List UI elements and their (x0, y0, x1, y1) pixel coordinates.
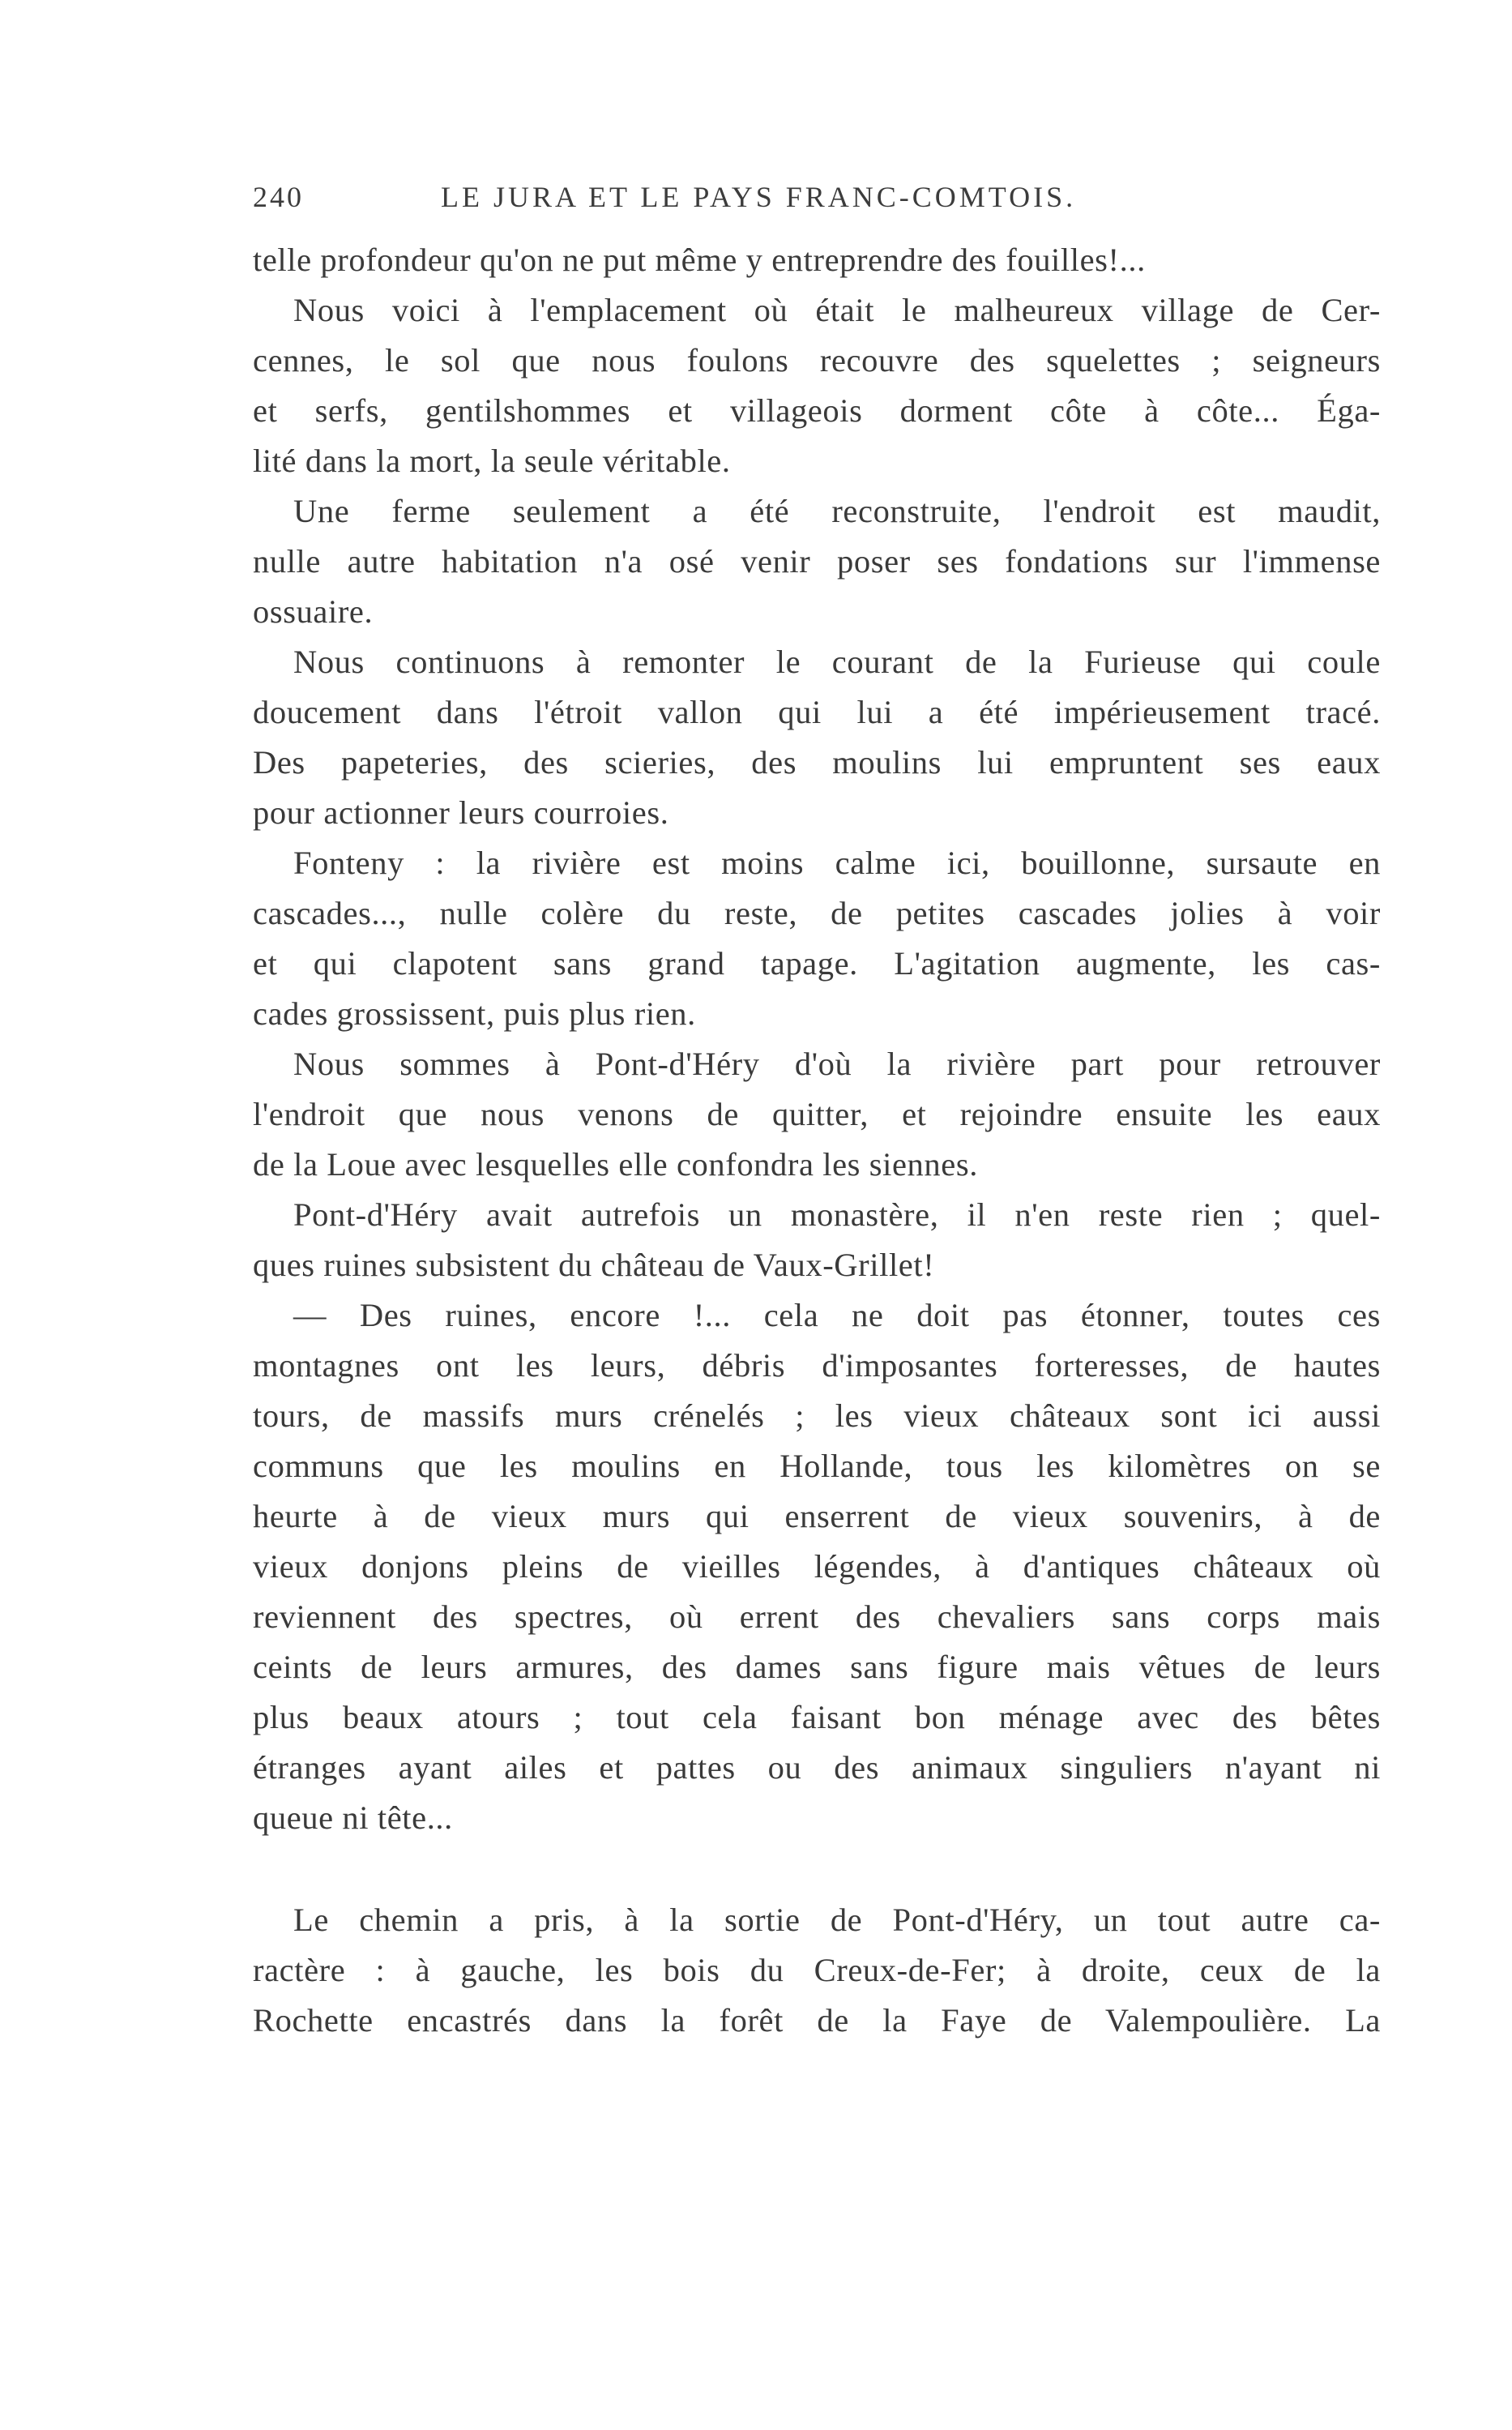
paragraph (253, 285, 1381, 486)
text-line: et serfs, gentilshommes et villageois dorment côte à côte... Éga- (253, 392, 1381, 429)
text-line: l'endroit que nous venons de quitter, et rejoindre ensuite les eaux (253, 1096, 1381, 1132)
text-line: telle profondeur qu'on ne put même y entreprendre des fouilles!... (253, 242, 1146, 278)
text-line: heurte à de vieux murs qui enserrent de vieux souvenirs, à de (253, 1498, 1381, 1534)
text-line: reviennent des spectres, où errent des chevaliers sans corps mais (253, 1598, 1381, 1635)
text-line: vieux donjons pleins de vieilles légendes, à d'antiques châteaux où (253, 1548, 1381, 1585)
text-line: Le chemin a pris, à la sortie de Pont-d'Héry, un tout autre ca- (293, 1902, 1381, 1938)
text-line: plus beaux atours ; tout cela faisant bon ménage avec des bêtes (253, 1699, 1381, 1735)
text-line: ractère : à gauche, les bois du Creux-de-Fer; à droite, ceux de la (253, 1952, 1381, 1988)
paragraph (253, 1895, 1381, 2046)
text-line: et qui clapotent sans grand tapage. L'agitation augmente, les cas- (253, 945, 1381, 982)
text-line: communs que les moulins en Hollande, tous les kilomètres on se (253, 1448, 1381, 1484)
text-line: ceints de leurs armures, des dames sans figure mais vêtues de leurs (253, 1649, 1381, 1685)
text-line: cascades..., nulle colère du reste, de petites cascades jolies à voir (253, 895, 1381, 931)
paragraph (253, 637, 1381, 838)
text-line: queue ni tête... (253, 1799, 453, 1836)
text-line: cennes, le sol que nous foulons recouvre des squelettes ; seigneurs (253, 342, 1381, 379)
text-line: pour actionner leurs courroies. (253, 794, 669, 831)
paragraph (253, 838, 1381, 1039)
text-line: étranges ayant ailes et pattes ou des animaux singuliers n'ayant ni (253, 1749, 1381, 1786)
paragraph (253, 235, 1381, 285)
text-line: Nous continuons à remonter le courant de la Furieuse qui coule (293, 644, 1381, 680)
text-line: Des papeteries, des scieries, des moulins lui empruntent ses eaux (253, 744, 1381, 781)
text-line: de la Loue avec lesquelles elle confondra les siennes. (253, 1146, 978, 1183)
page-header (253, 180, 1387, 229)
text-line: cades grossissent, puis plus rien. (253, 995, 696, 1032)
paragraph (253, 486, 1381, 637)
text-line: ques ruines subsistent du château de Vaux-Grillet! (253, 1247, 935, 1283)
paragraph (253, 1290, 1381, 1843)
text-line: — Des ruines, encore !... cela ne doit pas étonner, toutes ces (293, 1297, 1381, 1333)
page-number: 240 (253, 181, 304, 213)
text-line: Nous sommes à Pont-d'Héry d'où la rivière part pour retrouver (293, 1046, 1381, 1082)
text-line: nulle autre habitation n'a osé venir poser ses fondations sur l'immense (253, 543, 1381, 580)
text-line: Rochette encastrés dans la forêt de la Faye de Valempoulière. La (253, 2002, 1381, 2039)
running-title: LE JURA ET LE PAYS FRANC-COMTOIS. (441, 181, 1077, 213)
text-line: doucement dans l'étroit vallon qui lui a été impérieusement tracé. (253, 694, 1381, 730)
body-text (253, 235, 1381, 2046)
text-line: Pont-d'Héry avait autrefois un monastère, il n'en reste rien ; quel- (293, 1196, 1381, 1233)
text-line: Fonteny : la rivière est moins calme ici, bouillonne, sursaute en (293, 845, 1381, 881)
text-line: ossuaire. (253, 593, 374, 630)
text-line: Une ferme seulement a été reconstruite, l'endroit est maudit, (293, 493, 1381, 529)
paragraph (253, 1190, 1381, 1290)
paragraph (253, 1039, 1381, 1190)
text-line: tours, de massifs murs crénelés ; les vieux châteaux sont ici aussi (253, 1397, 1381, 1434)
text-line: montagnes ont les leurs, débris d'imposantes forteresses, de hautes (253, 1347, 1381, 1384)
text-line: lité dans la mort, la seule véritable. (253, 443, 731, 479)
text-line: Nous voici à l'emplacement où était le malheureux village de Cer- (293, 292, 1381, 328)
